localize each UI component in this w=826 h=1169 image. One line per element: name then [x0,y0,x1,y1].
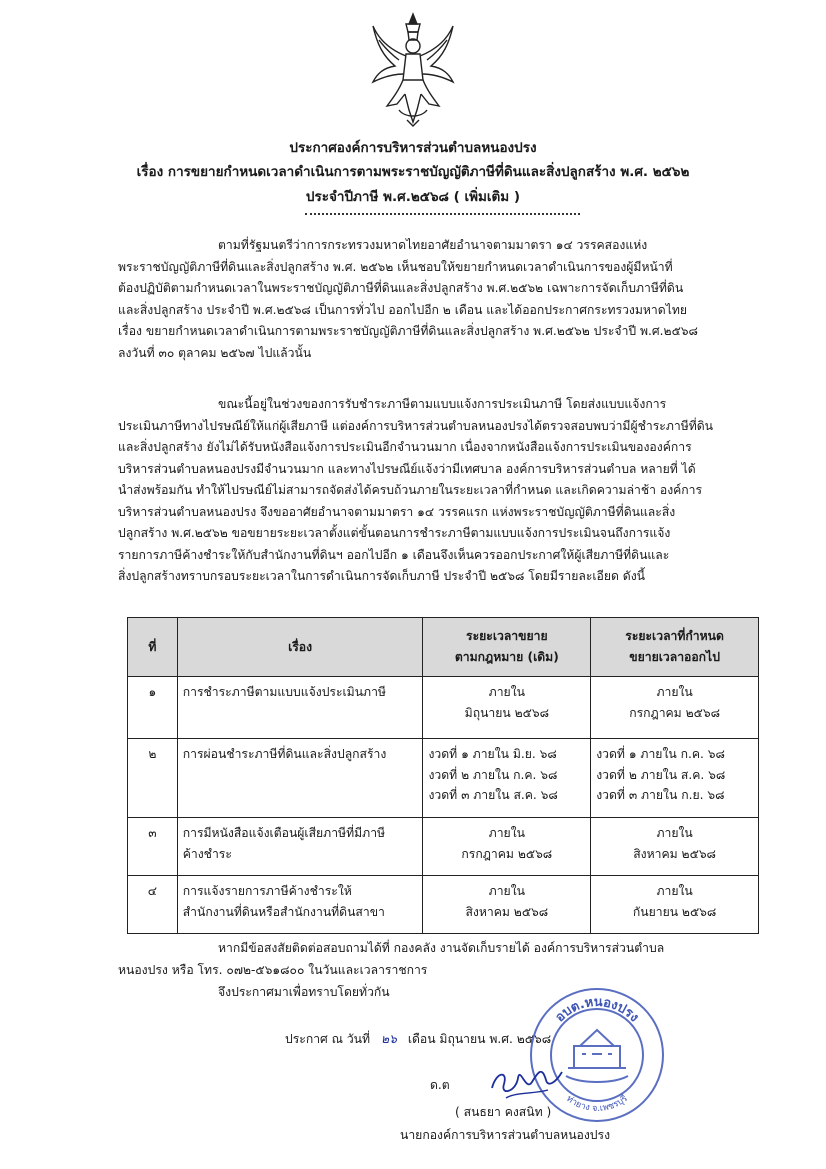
seal-text-top: อบต.หนองปรง [552,994,642,1026]
date-month: มิถุนายน [439,1032,486,1046]
table-header-row [128,618,759,677]
date-prefix: ประกาศ ณ วันที่ [285,1032,371,1046]
table-row [128,739,759,818]
row-extended: ภายใน กันยายน ๒๕๖๘ [591,876,759,934]
header-legal-line1: ระยะเวลาขยาย [466,629,548,643]
row-legal: ภายใน สิงหาคม ๒๕๖๘ [423,876,591,934]
row-extended: งวดที่ ๑ ภายใน ก.ค. ๖๘ งวดที่ ๒ ภายใน ส.ค. ๖๘ งวดที่ ๓ ภายใน ก.ย. ๖๘ [591,739,759,818]
paragraph-line: ลงวันที่ ๓๐ ตุลาคม ๒๕๖๗ ไปแล้วนั้น [118,345,312,360]
header-extended-line2: ขยายเวลาออกไป [629,650,720,664]
paragraph-line: บริหารส่วนตำบลหนองปรง จึงขออาศัยอำนาจตามมาตรา ๑๔ วรรคแรก แห่งพระราชบัญญัติภาษีที่ดินและสิ่ง [118,504,676,519]
row-subject: การผ่อนชำระภาษีที่ดินและสิ่งปลูกสร้าง [177,739,423,818]
paragraph-line: เรื่อง ขยายกำหนดเวลาดำเนินการตามพระราชบัญญัติภาษีที่ดินและสิ่งปลูกสร้าง พ.ศ.๒๕๖๒ ประจำปี พ.ศ.๒๕๖๘ [118,324,698,338]
announcement-title: ประกาศองค์การบริหารส่วนตำบลหนองปรง [289,140,537,156]
paragraph-line: ตามที่รัฐมนตรีว่าการกระทรวงมหาดไทยอาศัยอำนาจตามมาตรา ๑๔ วรรคสองแห่ง [218,238,648,252]
seal-text-bottom: ท่ายาง จ.เพชรบุรี [564,1093,630,1115]
header-legal-period [423,618,591,677]
row-extended: ภายใน สิงหาคม ๒๕๖๘ [591,818,759,876]
date-year: พ.ศ. ๒๕๖๘ [489,1032,552,1046]
paragraph-line: สิ่งปลูกสร้างทราบกรอบระยะเวลาในการดำเนินการจัดเก็บภาษี ประจำปี ๒๕๖๘ โดยมีรายละเอียด ดังนี้ [118,569,646,583]
schedule-table [127,617,759,934]
paragraph-line: ปลูกสร้าง พ.ศ.๒๕๖๒ ขอขยายระยะเวลาตั้งแต่ขั้นตอนการชำระภาษีตามแบบแจ้งการประเมินจนถึงการแจ้ง [118,526,671,540]
row-no: ๒ [128,739,178,818]
contact-paragraph [118,937,761,981]
table-row [128,876,759,934]
header-subject: เรื่อง [177,618,423,677]
signatory-name: ( สนธยา คงสนิท ) [455,1105,552,1119]
dotted-divider [305,213,580,215]
paragraph-line: ต้องปฏิบัติตามกำหนดเวลาในพระราชบัญญัติภาษีที่ดินและสิ่งปลูกสร้าง พ.ศ.๒๕๖๒ เฉพาะการจัดเก็บภาษีที่ดิน [118,281,684,295]
row-no: ๓ [128,818,178,876]
paragraph-line: รายการภาษีค้างชำระให้กับสำนักงานที่ดินฯ ออกไปอีก ๑ เดือนจึงเห็นควรออกประกาศให้ผู้เสียภาษีที่ดินและ [118,547,670,562]
paragraph-background [118,235,761,364]
paragraph-line: และสิ่งปลูกสร้าง ประจำปี พ.ศ.๒๕๖๘ เป็นการทั่วไป ออกไปอีก ๒ เดือน และได้ออกประกาศกระทรวงมหาดไทย [118,302,687,317]
row-subject: การแจ้งรายการภาษีค้างชำระให้ สำนักงานที่ดินหรือสำนักงานที่ดินสาขา [177,876,423,934]
header-extended-period [591,618,759,677]
header-extended-line1: ระยะเวลาที่กำหนด [625,629,724,643]
contact-line: หากมีข้อสงสัยติดต่อสอบถามได้ที่ กองคลัง งานจัดเก็บรายได้ องค์การบริหารส่วนตำบล [218,941,665,955]
row-legal: ภายใน มิถุนายน ๒๕๖๘ [423,677,591,739]
row-no: ๑ [128,677,178,739]
row-legal: ภายใน กรกฎาคม ๒๕๖๘ [423,818,591,876]
row-subject: การชำระภาษีตามแบบแจ้งประเมินภาษี [177,677,423,739]
garuda-emblem-icon [369,10,457,128]
row-extended: ภายใน กรกฎาคม ๒๕๖๘ [591,677,759,739]
date-day: ๒๖ [381,1032,397,1046]
svg-text:อบต.หนองปรง [553,995,642,1025]
paragraph-reason [118,394,761,588]
paragraph-line: นำส่งพร้อมกัน ทำให้ไปรษณีย์ไม่สามารถจัดส่งได้ครบถ้วนภายในระยะเวลาที่กำหนด และเกิดความล่าช้า องค์การ [118,483,703,497]
signatory-title: นายกองค์การบริหารส่วนตำบลหนองปรง [400,1128,611,1142]
table-row [128,818,759,876]
signature-rank: ด.ต [430,1078,450,1092]
svg-text:ท่ายาง จ.เพชรบุรี [564,1093,630,1114]
announcement-subject: เรื่อง การขยายกำหนดเวลาดำเนินการตามพระราชบัญญัติภาษีที่ดินและสิ่งปลูกสร้าง พ.ศ. ๒๕๖๒ [136,164,690,180]
closing-statement: จึงประกาศมาเพื่อทราบโดยทั่วกัน [218,985,390,999]
table-row [128,677,759,739]
header-no: ที่ [128,618,178,677]
row-subject: การมีหนังสือแจ้งเตือนผู้เสียภาษีที่มีภาษี ค้างชำระ [177,818,423,876]
paragraph-line: พระราชบัญญัติภาษีที่ดินและสิ่งปลูกสร้าง พ.ศ. ๒๕๖๒ เห็นชอบให้ขยายกำหนดเวลาดำเนินการของผู้มีหน้าที่ [118,259,673,274]
signature-scribble-icon [486,1052,566,1102]
contact-line: หนองปรง หรือ โทร. ๐๗๒-๕๖๑๘๐๐ ในวันและเวลาราชการ [118,963,428,977]
paragraph-line: ประเมินภาษีทางไปรษณีย์ให้แก่ผู้เสียภาษี แต่องค์การบริหารส่วนตำบลหนองปรงได้ตรวจสอบพบว่ามีผู้ชำระภาษีที่ดิน [118,418,714,433]
announcement-date [285,1030,551,1049]
row-legal: งวดที่ ๑ ภายใน มิ.ย. ๖๘ งวดที่ ๒ ภายใน ก.ค. ๖๘ งวดที่ ๓ ภายใน ส.ค. ๖๘ [423,739,591,818]
paragraph-line: และสิ่งปลูกสร้าง ยังไม่ได้รับหนังสือแจ้งการประเมินอีกจำนวนมาก เนื่องจากหนังสือแจ้งการประเมินขององค์การ [118,440,692,454]
paragraph-line: บริหารส่วนตำบลหนองปรงมีจำนวนมาก และทางไปรษณีย์แจ้งว่ามีเทศบาล องค์การบริหารส่วนตำบล หลายที่ ได้ [118,461,696,476]
header-legal-line2: ตามกฎหมาย (เดิม) [454,650,559,664]
paragraph-line: ขณะนี้อยู่ในช่วงของการรับชำระภาษีตามแบบแจ้งการประเมินภาษี โดยส่งแบบแจ้งการ [218,397,667,411]
announcement-year: ประจำปีภาษี พ.ศ.๒๕๖๘ ( เพิ่มเติม ) [305,189,521,205]
row-no: ๔ [128,876,178,934]
date-month-label: เดือน [407,1032,436,1046]
